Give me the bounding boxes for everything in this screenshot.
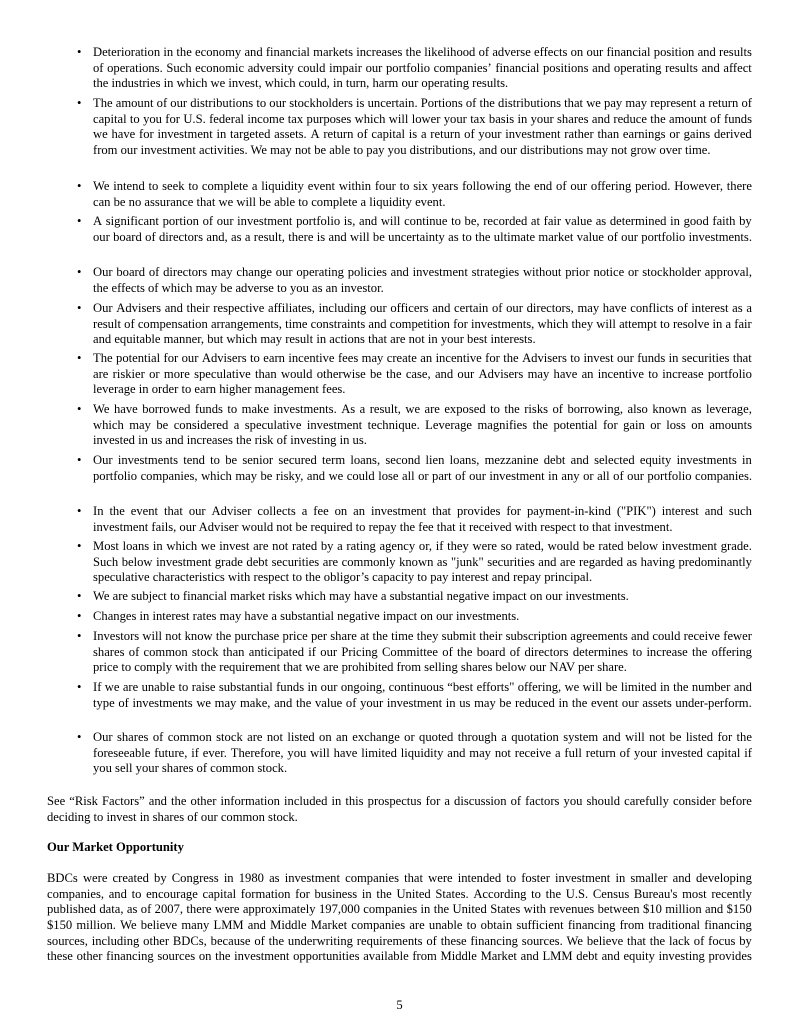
risk-bullet xyxy=(77,629,752,676)
text-line: type of investments we may make, and the value of your investment in us may be reduced in the event our assets under-perform. xyxy=(93,695,752,710)
text-line: Our investments tend to be senior secured term loans, second lien loans, mezzanine debt and selected equity investments in xyxy=(93,453,752,467)
text-line: If we are unable to raise substantial funds in our ongoing, continuous “best efforts" offering, we will be limited in the number and xyxy=(93,680,752,694)
summary-paragraph xyxy=(47,794,752,825)
text-line: We have borrowed funds to make investments. As a result, we are exposed to the risks of borrowing, also known as leverage, xyxy=(93,402,752,416)
bullet-icon: • xyxy=(77,539,82,553)
bullet-icon: • xyxy=(77,504,82,518)
text-line: and equitable manner, but which may result in actions that are not in your best interests. xyxy=(93,332,536,347)
text-line: The amount of our distributions to our stockholders is uncertain. Portions of the distributions that we pay may represent a return of xyxy=(93,96,752,110)
bullet-icon: • xyxy=(77,265,82,279)
risk-bullet xyxy=(77,680,752,711)
section-heading xyxy=(47,840,752,856)
risk-bullet xyxy=(77,504,752,535)
text-line: published data, as of 2007, there were approximately 197,000 companies in the United States with revenues between $10 million and $150 xyxy=(47,902,752,917)
text-line: The potential for our Advisers to earn incentive fees may create an incentive for the Advisers to invest our funds in securities that xyxy=(93,351,752,365)
bullet-icon: • xyxy=(77,589,82,603)
text-line: Changes in interest rates may have a substantial negative impact on our investments. xyxy=(93,609,520,623)
bullet-icon: • xyxy=(77,402,82,416)
text-line: are riskier or more speculative than would otherwise be the case, and our Advisers may have an incentive to increase portfolio xyxy=(93,366,752,381)
text-line: portfolio companies, which may be risky, and we could lose all or part of our investment in any or all of our portfolio companies. xyxy=(93,468,752,483)
text-line: Our shares of common stock are not listed on an exchange or quoted through a quotation system and will not be listed for the xyxy=(93,730,752,744)
text-line: leverage in order to earn higher management fees. xyxy=(93,382,346,397)
text-line: the industries in which we invest, which could, in turn, harm our operating results. xyxy=(93,76,509,91)
text-line: capital to you for U.S. federal income tax purposes which will lower your tax basis in your shares and reduce the amount of funds xyxy=(93,111,752,126)
risk-bullet xyxy=(77,609,752,625)
risk-bullet xyxy=(77,214,752,245)
text-line: In the event that our Adviser collects a fee on an investment that provides for payment-in-kind ("PIK") interest and such xyxy=(93,504,752,518)
text-line: the effects of which may be adverse to you as an investor. xyxy=(93,280,384,295)
heading-text: Our Market Opportunity xyxy=(47,840,184,854)
text-line: you sell your shares of common stock. xyxy=(93,761,288,776)
text-line: shares of common stock than anticipated if our Pricing Committee of the board of directors determines to increase the offering xyxy=(93,644,752,659)
text-line: See “Risk Factors” and the other information included in this prospectus for a discussion of factors you should carefully consider before xyxy=(47,794,752,808)
text-line: Our Advisers and their respective affiliates, including our officers and certain of our directors, may have conflicts of interest as a xyxy=(93,301,752,315)
bullet-icon: • xyxy=(77,629,82,643)
risk-bullet xyxy=(77,453,752,484)
bullet-icon: • xyxy=(77,609,82,623)
risk-bullet xyxy=(77,179,752,210)
text-line: Most loans in which we invest are not rated by a rating agency or, if they were so rated, would be rated below investment grade. xyxy=(93,539,752,553)
bullet-icon: • xyxy=(77,453,82,467)
text-line: these other financing sources on the investment opportunities available from Middle Market and LMM debt and equity investing provides xyxy=(47,949,752,964)
text-line: we have for investment in targeted assets. A return of capital is a return of your investment rather than earnings or gains derived xyxy=(93,127,752,142)
text-line: invested in us and increases the risk of investing in us. xyxy=(93,433,367,448)
text-line: investment fails, our Adviser would not be required to repay the fee that it received with respect to that investment. xyxy=(93,519,673,534)
text-line: price to comply with the requirement that we are prohibited from selling shares below our NAV per share. xyxy=(93,660,627,675)
risk-bullet xyxy=(77,730,752,777)
text-line: from our investment activities. We may not be able to pay you distributions, and our distributions may not grow over time. xyxy=(93,143,711,158)
risk-bullet xyxy=(77,539,752,586)
text-line: We are subject to financial market risks which may have a substantial negative impact on our investments. xyxy=(93,589,629,603)
risk-bullet xyxy=(77,589,752,605)
risk-bullet xyxy=(77,45,752,92)
text-line: A significant portion of our investment portfolio is, and will continue to be, recorded at fair value as determined in good faith by xyxy=(93,214,752,228)
text-line: foreseeable future, if ever. Therefore, you will have limited liquidity and may not receive a full return of your invested capital if xyxy=(93,745,752,760)
bullet-icon: • xyxy=(77,730,82,744)
page-number: 5 xyxy=(396,998,403,1012)
text-line: deciding to invest in shares of our common stock. xyxy=(47,809,298,824)
text-line: We intend to seek to complete a liquidity event within four to six years following the end of our offering period. However, there xyxy=(93,179,752,193)
risk-bullet xyxy=(77,301,752,348)
text-line: sources, including other BDCs, because of the underwriting requirements of these financing sources. We believe that the lack of focus by xyxy=(47,933,752,948)
text-line: Our board of directors may change our operating policies and investment strategies without prior notice or stockholder approval, xyxy=(93,265,752,279)
text-line: result of compensation arrangements, time constraints and competition for investments, which they will attempt to resolve in a fair xyxy=(93,316,752,331)
text-line: can be no assurance that we will be able to complete a liquidity event. xyxy=(93,194,446,209)
bullet-icon: • xyxy=(77,301,82,315)
text-line: BDCs were created by Congress in 1980 as investment companies that were intended to foster investment in smaller and developing xyxy=(47,871,752,885)
market-opportunity-paragraph xyxy=(47,871,752,965)
text-line: $150 million. We believe many LMM and Middle Market companies are unable to obtain sufficient financing from traditional financing xyxy=(47,918,752,933)
risk-bullet xyxy=(77,351,752,398)
text-line: Such below investment grade debt securities are commonly known as "junk" securities and are regarded as having predominantly xyxy=(93,554,752,569)
text-line: Investors will not know the purchase price per share at the time they submit their subscription agreements and could receive fewer xyxy=(93,629,752,643)
text-line: which may be considered a speculative investment technique. Leverage magnifies the potential for gain or loss on amounts xyxy=(93,417,752,432)
text-line: our board of directors and, as a result, there is and will be uncertainty as to the ultimate market value of our portfolio investments. xyxy=(93,229,752,244)
text-line: companies, and to encourage capital formation for business in the United States. According to the U.S. Census Bureau's most recently xyxy=(47,886,752,901)
bullet-icon: • xyxy=(77,179,82,193)
risk-bullet xyxy=(77,96,752,159)
bullet-icon: • xyxy=(77,680,82,694)
text-line: of operations. Such economic adversity could impair our portfolio companies’ financial positions and operating results and affect xyxy=(93,60,752,75)
bullet-icon: • xyxy=(77,45,82,59)
risk-bullet xyxy=(77,402,752,449)
text-line: Deterioration in the economy and financial markets increases the likelihood of adverse effects on our financial position and results xyxy=(93,45,752,59)
text-line: speculative characteristics with respect to the obligor’s capacity to pay interest and repay principal. xyxy=(93,570,593,585)
bullet-icon: • xyxy=(77,214,82,228)
bullet-icon: • xyxy=(77,96,82,110)
risk-bullet xyxy=(77,265,752,296)
bullet-icon: • xyxy=(77,351,82,365)
